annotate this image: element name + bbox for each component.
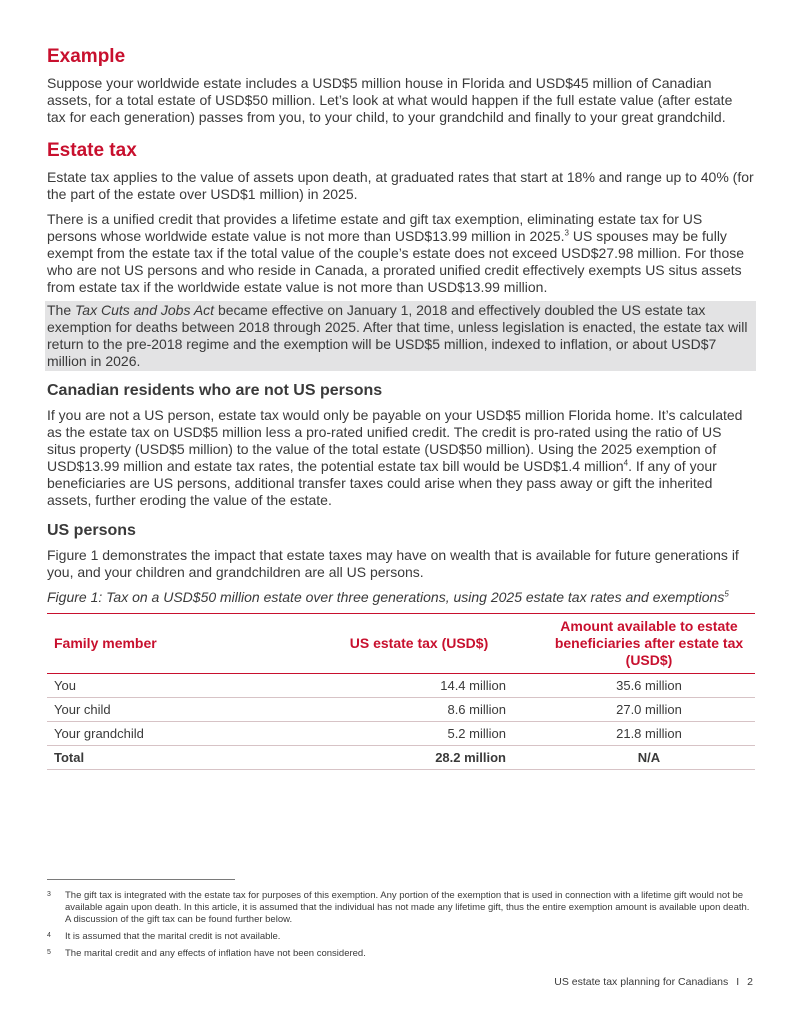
estate-tax-paragraph-1: Estate tax applies to the value of assets upon death, at graduated rates that start at 18% and range up to 40% (for the part of the estate over USD$1 million) in 2025. [47,169,754,202]
tcja-callout [45,301,756,371]
cell-available: N/A [543,746,755,770]
table-row [47,722,755,746]
us-persons-heading: US persons [47,522,136,539]
canadian-residents-text-b: . If any of your beneficiaries are US persons, additional transfer taxes could arise when they pass away or gift the inherited assets, further eroding the value of the estate. [47,458,717,508]
cell-tax: 14.4 million [295,674,543,698]
footnote-text: The gift tax is integrated with the estate tax for purposes of this exemption. Any portion of the exemption that is used in connection with a lifetime gift would not be available again upon death. In this article, it is assumed that the individual has not made any lifetime gift, thus the entire exemption amount is available upon death. A discussion of the gift tax can be found further below. [65,890,750,925]
footnote-number: 3 [47,891,51,898]
us-persons-paragraph: Figure 1 demonstrates the impact that estate taxes may have on wealth that is available for future generations if you, and your children and grandchildren are all US persons. [47,547,739,580]
table-header-row [47,614,755,674]
footnote-number: 5 [47,949,51,956]
canadian-residents-paragraph [47,407,754,509]
estate-tax-paragraph-2 [47,211,754,296]
canadian-residents-heading: Canadian residents who are not US persons [47,382,383,399]
table-total-row [47,746,755,770]
header-us-estate-tax: US estate tax (USD$) [295,614,543,674]
estate-tax-paragraph-2-part-b: US spouses may be fully exempt from the estate tax if the total value of the couple’s estate does not exceed USD$27.98 million. For those who are not US persons and who reside in Canada, a prorated unified credit effectively exempts US situs assets from estate tax if the worldwide estate value is not more than USD$13.99 million. [47,228,745,295]
figure-caption [47,589,754,606]
callout-text-b: became effective on January 1, 2018 and effectively doubled the US estate tax exemption for deaths between 2018 through 2025. After that time, unless legislation is enacted, the estate tax will return to the pre-2018 regime and the exemption will be USD$5 million, indexed to inflation, or about USD$7 million in 2026. [47,302,748,369]
estate-tax-paragraph-2-part-a: There is a unified credit that provides a lifetime estate and gift tax exemption, eliminating estate tax for US persons whose worldwide estate value is not more than USD$13.99 million in 2025. [47,211,703,244]
footnote-item [47,931,757,943]
cell-member: Your grandchild [47,722,295,746]
canadian-residents-text-a: If you are not a US person, estate tax would only be payable on your USD$5 million Florida home. It’s calculated as the estate tax on USD$5 million less a pro-rated unified credit. The credit is pro-rated using the ratio of US situs property (USD$5 million) to the value of the total estate (USD$50 million). Using the 2025 exemption of USD$13.99 million and estate tax rates, the potential estate tax bill would be USD$1.4 million [47,407,743,474]
callout-act-name: Tax Cuts and Jobs Act [75,302,215,318]
footnote-text: It is assumed that the marital credit is not available. [65,931,281,942]
footnote-ref-4: 4 [623,458,629,468]
footnotes [47,890,757,965]
footnote-number: 4 [47,932,51,939]
table-row [47,674,755,698]
estate-tax-heading: Estate tax [47,140,137,161]
footnote-divider [47,879,235,880]
cell-tax: 8.6 million [295,698,543,722]
callout-text-a: The [47,302,76,318]
figure-caption-text: Figure 1: Tax on a USD$50 million estate over three generations, using 2025 estate tax rates and exemptions [47,589,725,605]
example-heading: Example [47,46,126,67]
page-number: 2 [747,976,753,988]
footnote-text: The marital credit and any effects of inflation have not been considered. [65,948,366,959]
cell-available: 35.6 million [543,674,755,698]
cell-member: You [47,674,295,698]
cell-tax: 5.2 million [295,722,543,746]
estate-tax-table [47,613,755,770]
cell-member: Your child [47,698,295,722]
header-amount-available: Amount available to estate beneficiaries after estate tax (USD$) [543,614,755,674]
page-footer [554,976,753,988]
cell-member: Total [47,746,295,770]
footer-separator: I [736,976,740,988]
cell-tax: 28.2 million [295,746,543,770]
example-paragraph: Suppose your worldwide estate includes a USD$5 million house in Florida and USD$45 million of Canadian assets, for a total estate of USD$50 million. Let’s look at what would happen if the full estate value (after estate tax for each generation) passes from you, to your child, to your grandchild and finally to your great grandchild. [47,75,733,125]
table-row [47,698,755,722]
cell-available: 27.0 million [543,698,755,722]
page-content [47,46,754,770]
footnote-ref-3: 3 [564,228,569,238]
footer-title: US estate tax planning for Canadians [554,976,729,988]
footnote-ref-5: 5 [724,589,729,599]
footnote-item [47,890,757,926]
footnote-item [47,948,757,960]
cell-available: 21.8 million [543,722,755,746]
header-family-member: Family member [47,614,295,674]
